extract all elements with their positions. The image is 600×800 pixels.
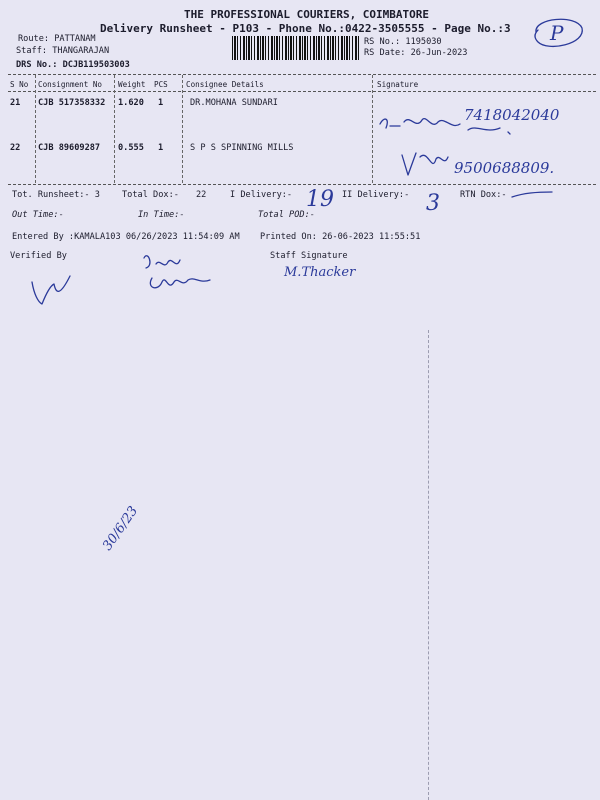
row2-phone: 9500688809. <box>454 159 555 177</box>
staff-label: Staff: THANGARAJAN <box>16 46 110 56</box>
i-delivery-label: I Delivery:- <box>230 190 293 200</box>
header-sno: S No <box>10 80 29 89</box>
col-divider <box>372 75 373 183</box>
table-top-rule <box>8 74 596 75</box>
row-weight: 0.555 <box>118 143 144 153</box>
in-time: In Time:- <box>138 210 185 220</box>
total-dox-label: Total Dox:- <box>122 190 179 200</box>
tot-runsheet: Tot. Runsheet:- 3 <box>12 190 100 200</box>
col-divider <box>114 75 115 183</box>
entered-by: Entered By :KAMALA103 06/26/2023 11:54:09 AM <box>12 232 240 242</box>
page-margin-rule <box>428 330 429 800</box>
circled-p-letter: P <box>550 21 564 45</box>
row-pcs: 1 <box>158 143 164 153</box>
printed-on: Printed On: 26-06-2023 11:55:51 <box>260 232 421 242</box>
row1-phone: 7418042040 <box>464 106 560 124</box>
header-pcs: PCS <box>154 80 168 89</box>
verified-by-label: Verified By <box>10 251 67 261</box>
row2-handwritten-signature <box>398 145 594 185</box>
rs-date: RS Date: 26-Jun-2023 <box>364 48 468 58</box>
verified-check-mark <box>26 270 76 310</box>
circled-p-mark <box>528 12 586 54</box>
header-signature: Signature <box>377 80 419 89</box>
row-consignee: S P S SPINNING MILLS <box>190 143 294 153</box>
col-divider <box>35 75 36 183</box>
svg-text:19: 19 <box>306 187 334 212</box>
middle-handwritten-signature <box>138 248 218 298</box>
ii-delivery-label: II Delivery:- <box>342 190 410 200</box>
table-header-rule <box>8 91 596 92</box>
header-consignee: Consignee Details <box>186 80 264 89</box>
row-consignment: CJB 517358332 <box>38 98 106 108</box>
row-consignment: CJB 89609287 <box>38 143 101 153</box>
total-dox-value: 22 <box>196 190 207 200</box>
row1-handwritten-signature <box>376 100 586 140</box>
svg-text:3: 3 <box>426 191 440 216</box>
row-sno: 21 <box>10 98 21 108</box>
route-label: Route: PATTANAM <box>18 34 96 44</box>
rs-number: RS No.: 1195030 <box>364 37 442 47</box>
staff-handwritten-signature <box>282 258 372 284</box>
drs-number: DRS No.: DCJB119503003 <box>16 60 130 70</box>
barcode <box>232 36 360 60</box>
staff-signature-label: Staff Signature <box>270 251 348 261</box>
total-pod: Total POD:- <box>258 210 315 220</box>
row-sno: 22 <box>10 143 21 153</box>
out-time: Out Time:- <box>12 210 64 220</box>
row-weight: 1.620 <box>118 98 144 108</box>
svg-text:M.Thacker: M.Thacker <box>284 265 356 280</box>
ii-delivery-handwritten <box>422 186 452 220</box>
row-consignee: DR.MOHANA SUNDARI <box>190 98 278 108</box>
margin-handwritten-date <box>90 492 160 562</box>
company-title: THE PROFESSIONAL COURIERS, COIMBATORE <box>184 8 430 21</box>
rtn-dox-dash <box>510 188 554 202</box>
row-pcs: 1 <box>158 98 164 108</box>
col-divider <box>182 75 183 183</box>
svg-text:30/6/23: 30/6/23 <box>100 503 142 554</box>
runsheet-title: Delivery Runsheet - P103 - Phone No.:0422-3505555 - Page No.:3 <box>100 22 511 35</box>
rtn-dox-label: RTN Dox:- <box>460 190 507 200</box>
header-consignment: Consignment No <box>38 80 103 89</box>
header-weight: Weight <box>118 80 146 89</box>
